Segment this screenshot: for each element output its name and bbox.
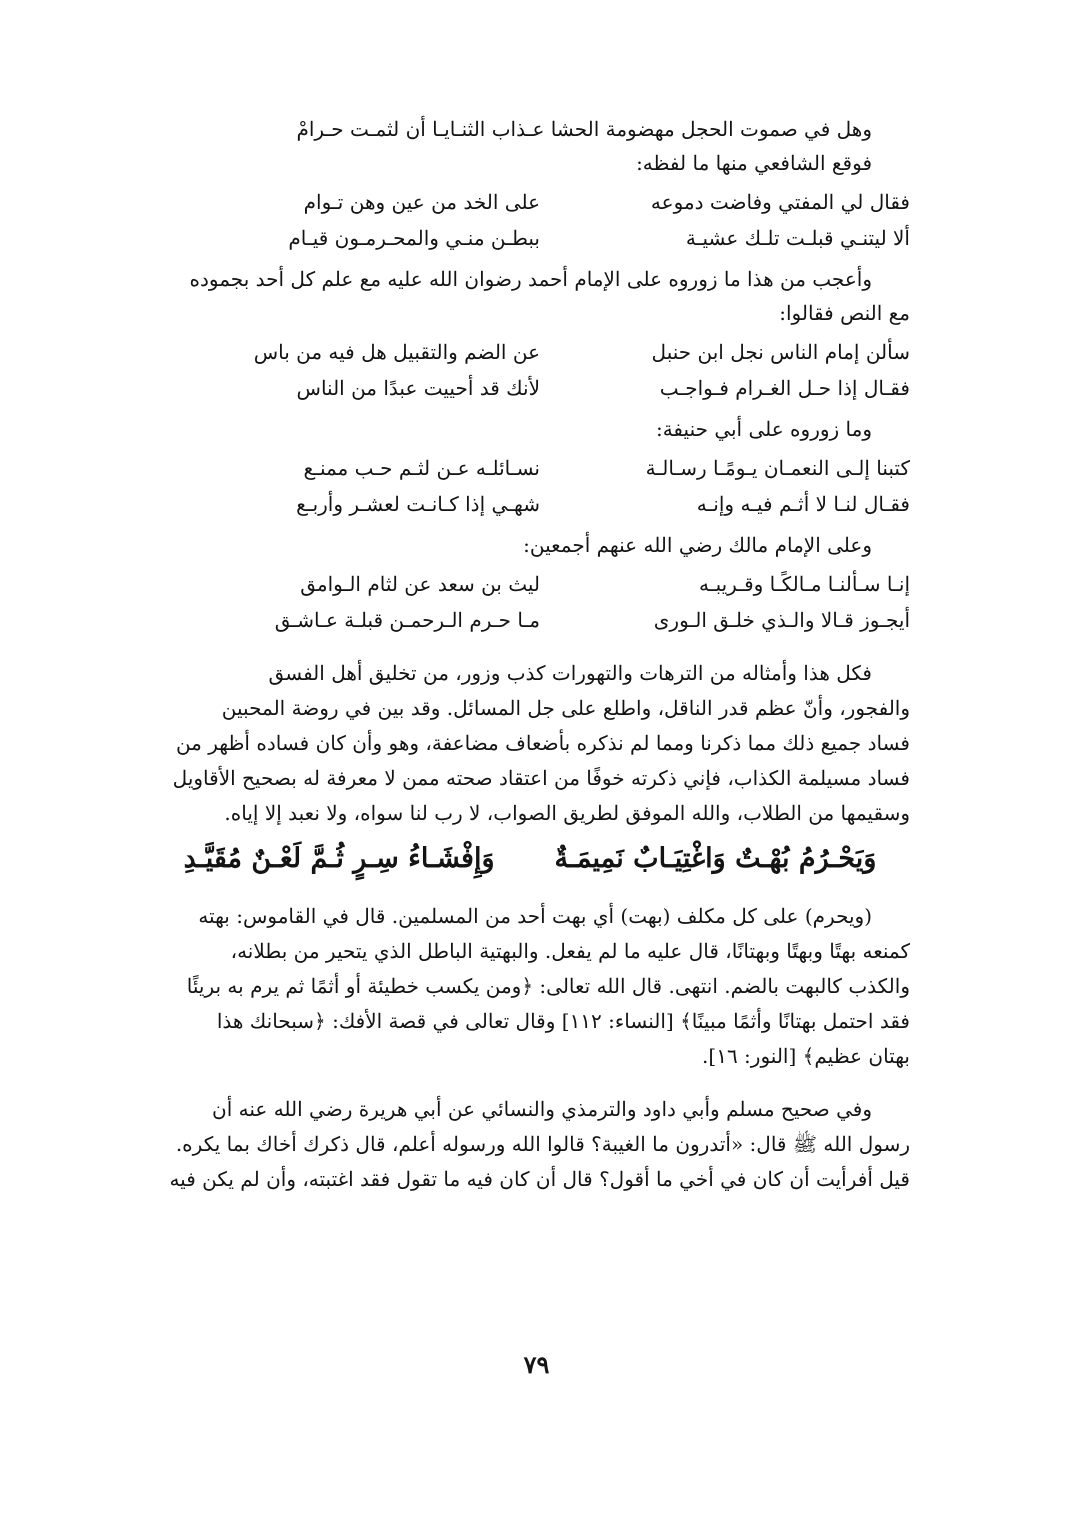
hemistich-first: فقال لي المفتي وفاضت دموعه <box>650 190 910 214</box>
hemistich-first: إنـا سـألنـا مـالكًـا وقـريبـه <box>699 572 910 596</box>
paragraph-line: فقد احتمل بهتانًا وأثمًا مبينًا﴾ [النساء: ١١٢] وقال تعالى في قصة الأفك: ﴿سبحانك هذا <box>216 1009 910 1033</box>
hemistich-first: فقـال لنـا لا أثـم فيـه وإنـه <box>696 492 910 516</box>
paragraph-line: فكل هذا وأمثاله من الترهات والتهورات كذب وزور، من تخليق أهل الفسق <box>268 661 872 685</box>
verse-right-hemistich: وَيَحْـرُمُ بُهْـتٌ وَاغْتِيَـابٌ نَمِيمَـةٌ <box>554 843 877 874</box>
paragraph-line: والكذب كالبهت بالضم. انتهى. قال الله تعالى: ﴿ومن يكسب خطيئة أو أثمًا ثم يرم به بريئًا <box>186 974 910 998</box>
hemistich-first: سألن إمام الناس نجل ابن حنبل <box>651 340 910 364</box>
paragraph-line: بهتان عظيم﴾ [النور: ١٦]. <box>702 1044 910 1068</box>
poem-block-ahmad <box>150 334 910 406</box>
hemistich-second: عن الضم والتقبيل هل فيه من باس <box>253 340 540 364</box>
paragraph-line: كمنعه بهتًا وبهتًا وبهتانًا، قال عليه ما لم يفعل. والبهتية الباطل الذي يتحير من بطلانه، <box>230 939 910 963</box>
hemistich-second: مـا حـرم الـرحمـن قبلـة عـاشـق <box>274 608 540 632</box>
page-number: ٧٩ <box>523 1350 550 1379</box>
hemistich-first: أيجـوز قـالا والـذي خلـق الـورى <box>653 608 910 632</box>
hemistich-first: فقـال إذا حـل الغـرام فـواجـب <box>659 376 910 400</box>
intro-line: وعلى الإمام مالك رضي الله عنهم أجمعين: <box>523 533 872 557</box>
couplet <box>150 184 910 220</box>
couplet <box>150 602 910 638</box>
paragraph-line: (ويحرم) على كل مكلف (بهت) أي بهت أحد من المسلمين. قال في القاموس: بهته <box>198 904 872 928</box>
paragraph-line: وفي صحيح مسلم وأبي داود والترمذي والنسائي عن أبي هريرة رضي الله عنه أن <box>212 1097 872 1121</box>
paragraph-line: فساد مسيلمة الكذاب، فإني ذكرته خوفًا من اعتقاد صحته ممن لا معرفة له بصحيح الأقاويل <box>172 766 910 790</box>
hemistich-second: نسـائلـه عـن لثـم حـب ممنـع <box>303 456 540 480</box>
hemistich-second: ليث بن سعد عن لثام الـوامق <box>300 572 540 596</box>
paragraph-line: والفجور، وأنّ عظم قدر الناقل، واطلع على جل المسائل. وقد بين في روضة المحبين <box>221 696 910 720</box>
couplet <box>150 370 910 406</box>
poem-block-malik <box>150 566 910 638</box>
verse-heading <box>150 837 910 881</box>
paragraph-line: وسقيمها من الطلاب، والله الموفق لطريق الصواب، لا رب لنا سواه، ولا نعبد إلا إياه. <box>224 801 910 825</box>
hemistich-second: لأنك قد أحييت عبدًا من الناس <box>296 376 540 400</box>
paragraph-line: فساد جميع ذلك مما ذكرنا ومما لم نذكره بأضعاف مضاعفة، وهو وأن كان فساده أظهر من <box>175 731 910 755</box>
hemistich-first: كتبنا إلـى النعمـان يـومًـا رسـالـة <box>645 456 910 480</box>
paragraph-hadith <box>150 1092 910 1197</box>
prose-line: مع النص فقالوا: <box>779 301 910 325</box>
paragraph-line: قيل أفرأيت أن كان في أخي ما أقول؟ قال أن كان فيه ما تقول فقد اغتبته، وأن لم يكن فيه <box>169 1167 910 1191</box>
poem-line: وهل في صموت الحجل مهضومة الحشا عـذاب الثنـايـا أن لثمـت حـرامْ <box>296 117 872 141</box>
hemistich-second: شهـي إذا كـانـت لعشـر وأربـع <box>296 492 540 516</box>
paragraph-commentary <box>150 656 910 831</box>
poem-block-shafii <box>150 184 910 256</box>
hemistich-first: ألا ليتنـي قبلـت تلـك عشيـة <box>685 226 910 250</box>
hemistich-second: على الخد من عين وهن تـوام <box>303 190 540 214</box>
prose-line: وأعجب من هذا ما زوروه على الإمام أحمد رضوان الله عليه مع علم كل أحد بجموده <box>189 267 872 291</box>
paragraph-line: رسول الله ﷺ قال: «أتدرون ما الغيبة؟ قالوا الله ورسوله أعلم، قال ذكرك أخاك بما يكره. <box>175 1132 910 1156</box>
couplet <box>150 334 910 370</box>
intro-line: فوقع الشافعي منها ما لفظه: <box>636 151 872 175</box>
couplet <box>150 220 910 256</box>
couplet <box>150 486 910 522</box>
verse-left-hemistich: وَإِفْشَـاءُ سِـرٍ ثُـمَّ لَعْـنٌ مُقَيَّـدِ <box>183 843 495 874</box>
page-content <box>150 112 910 1197</box>
poem-block-abu-hanifa <box>150 450 910 522</box>
paragraph-buht <box>150 899 910 1074</box>
couplet <box>150 450 910 486</box>
couplet <box>150 566 910 602</box>
hemistich-second: ببطـن منـي والمحـرمـون قيـام <box>288 226 540 250</box>
intro-line: وما زوروه على أبي حنيفة: <box>655 417 872 441</box>
